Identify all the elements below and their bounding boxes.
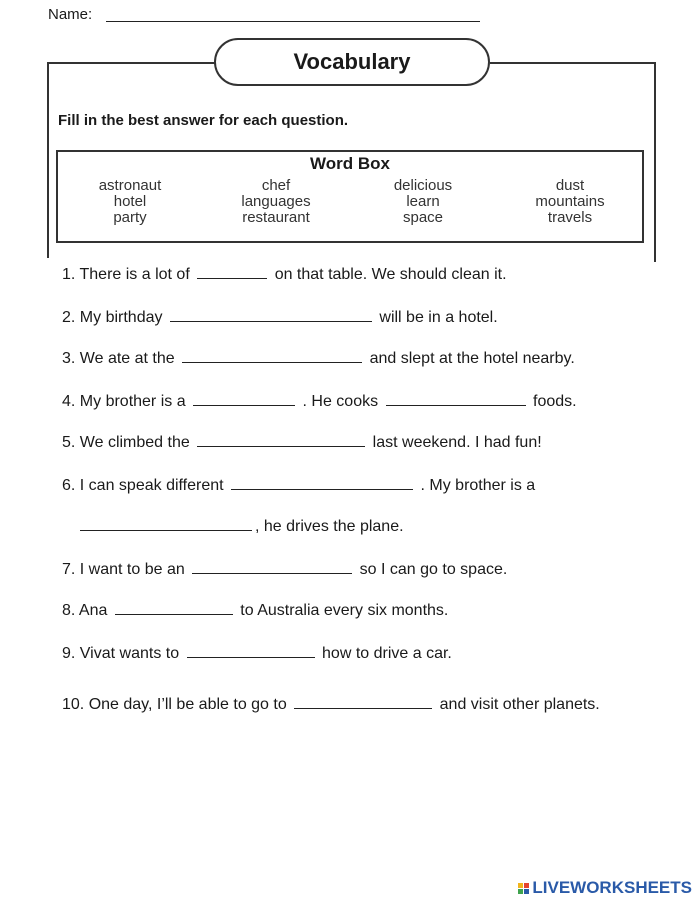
question-3	[62, 348, 575, 368]
question-text: 2. My birthday	[62, 309, 163, 326]
answer-blank-6b[interactable]	[80, 516, 252, 531]
word: dust	[555, 177, 585, 194]
question-text: . My brother is a	[420, 477, 536, 494]
question-text: 8. Ana	[62, 602, 108, 619]
answer-blank-8[interactable]	[115, 600, 233, 615]
answer-blank-10[interactable]	[294, 694, 432, 709]
answer-blank-9[interactable]	[187, 643, 315, 658]
question-10	[62, 694, 600, 714]
question-6-continued	[80, 516, 404, 536]
word-box	[56, 150, 644, 243]
word-box-column	[60, 178, 200, 226]
question-text: 3. We ate at the	[62, 350, 175, 367]
answer-blank-6a[interactable]	[231, 475, 413, 490]
word: languages	[241, 193, 311, 210]
answer-blank-2[interactable]	[170, 307, 372, 322]
question-text: , he drives the plane.	[255, 518, 404, 535]
question-4	[62, 391, 577, 411]
question-2	[62, 307, 498, 327]
word: restaurant	[242, 209, 310, 226]
answer-blank-7[interactable]	[192, 559, 352, 574]
frame-border	[654, 62, 656, 262]
question-text: 6. I can speak different	[62, 477, 224, 494]
word: space	[402, 209, 444, 226]
answer-blank-1[interactable]	[197, 264, 267, 279]
answer-blank-3[interactable]	[182, 348, 362, 363]
question-text: foods.	[533, 393, 577, 410]
name-label: Name:	[48, 6, 93, 23]
word: delicious	[393, 177, 453, 194]
frame-border	[490, 62, 656, 64]
word: learn	[406, 193, 440, 210]
answer-blank-4a[interactable]	[193, 391, 295, 406]
logo-icon	[518, 883, 529, 894]
question-text: to Australia every six months.	[240, 602, 449, 619]
question-text: how to drive a car.	[322, 645, 452, 662]
answer-blank-5[interactable]	[197, 432, 365, 447]
question-text: on that table. We should clean it.	[274, 266, 507, 283]
question-text: 9. Vivat wants to	[62, 645, 180, 662]
word: party	[113, 209, 147, 226]
question-text: 5. We climbed the	[62, 434, 190, 451]
word: mountains	[535, 193, 605, 210]
word: astronaut	[98, 177, 162, 194]
word: hotel	[113, 193, 147, 210]
question-8	[62, 600, 448, 620]
word-box-column	[206, 178, 346, 226]
question-text: and visit other planets.	[439, 696, 600, 713]
question-1	[62, 264, 507, 284]
brand-logo	[518, 878, 692, 898]
question-text: 1. There is a lot of	[62, 266, 190, 283]
name-blank[interactable]	[106, 21, 480, 22]
frame-border	[47, 62, 49, 258]
question-5	[62, 432, 542, 452]
question-text: so I can go to space.	[359, 561, 508, 578]
question-text: . He cooks	[302, 393, 379, 410]
answer-blank-4b[interactable]	[386, 391, 526, 406]
question-text: 10. One day, I’ll be able to go to	[62, 696, 287, 713]
question-text: 4. My brother is a	[62, 393, 186, 410]
word: chef	[261, 177, 291, 194]
word-box-column	[500, 178, 640, 226]
brand-name: LIVEWORKSHEETS	[532, 878, 692, 897]
question-9	[62, 643, 452, 663]
question-text: 7. I want to be an	[62, 561, 185, 578]
question-text: will be in a hotel.	[379, 309, 498, 326]
question-7	[62, 559, 507, 579]
question-6	[62, 475, 535, 495]
word-box-title: Word Box	[310, 154, 390, 173]
question-text: and slept at the hotel nearby.	[369, 350, 575, 367]
frame-border	[47, 62, 215, 64]
word-box-column	[353, 178, 493, 226]
word: travels	[547, 209, 593, 226]
instructions: Fill in the best answer for each question.	[58, 112, 349, 129]
page-title: Vocabulary	[214, 38, 490, 86]
question-text: last weekend. I had fun!	[372, 434, 542, 451]
